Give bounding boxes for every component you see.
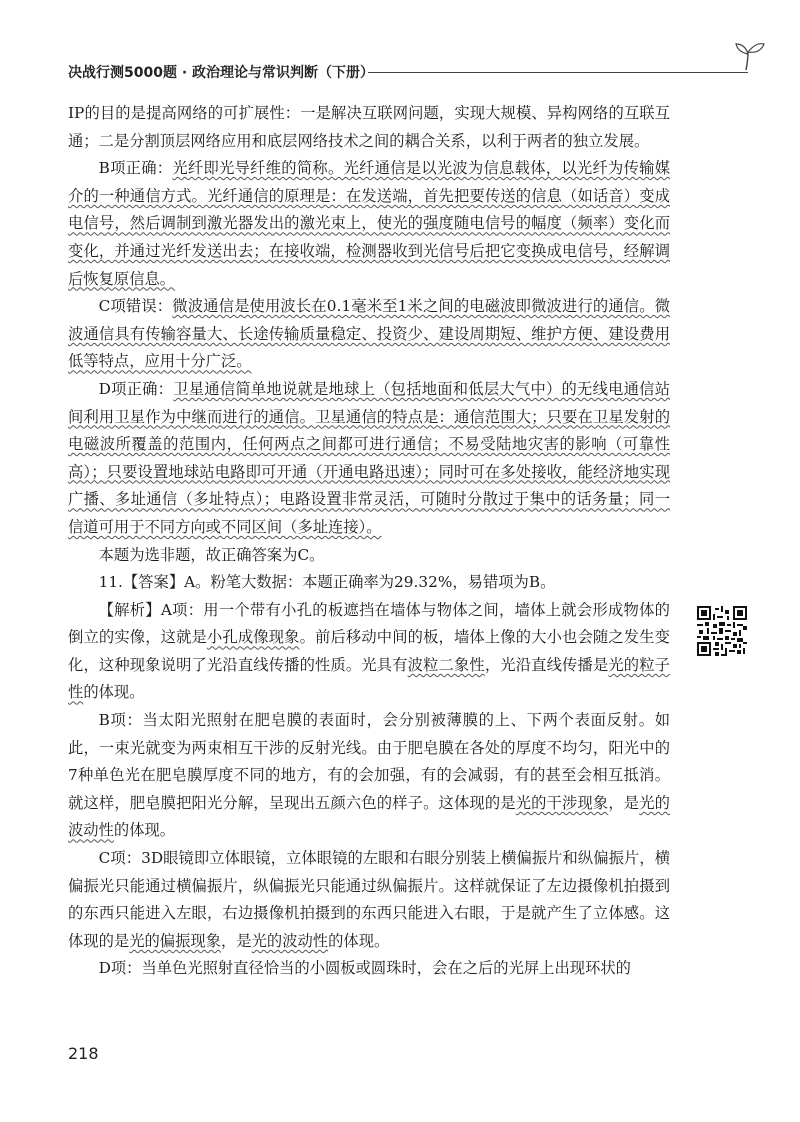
option-label: C项错误： [98,297,173,316]
text-run: ，光沿直线传播是 [484,655,609,674]
paragraph-option-d-satellite [68,376,670,542]
text-run: B项：当太阳光照射在肥皂膜的表面时，会分别被薄膜的上、下两个表面反射。如此，一束光就变为两束相互干涉的反射光线。由于肥皂膜在各处的厚度不均匀，阳光中的7种单色光在肥皂膜厚度不同的地方，有的会加强，有的会减弱，有的甚至会相互抵消。就这样，肥皂膜把阳光分解，呈现出五颜六色的样子。这体现的是 [68,711,670,812]
sprout-icon [728,40,768,74]
underlined-text: 光的偏振现象 [129,931,221,950]
question-number: 11. [98,573,123,592]
page-number: 218 [68,1044,99,1063]
underlined-text: 小孔成像现象 [206,628,300,647]
underlined-text: 微波通信是使用波长在0.1毫米至1米之间的电磁波即微波进行的通信。微波通信具有传输容量大、长途传输质量稳定、投资少、建设周期短、维护方便、建设费用低等特点，应用十分广泛。 [68,297,670,371]
paragraph-analysis-a [68,597,670,707]
text-run: C项：3D眼镜即立体眼镜，立体眼镜的左眼和右眼分别装上横偏振片和纵偏振片，横偏振光只能通过横偏振片，纵偏振光只能通过纵偏振片。这样就保证了左边摄像机拍摄到的东西只能进入左眼，右边摄像机拍摄到的东西只能进入右眼，于是就产生了立体感。这体现的是 [68,849,670,950]
text-run: A项：用一个带有小孔的板遮挡在墙体与物体之间，墙体上就会形成物体的倒立的实像，这就是 [68,600,670,647]
underlined-text: 卫星通信简单地说就是地球上（包括地面和低层大气中）的无线电通信站间利用卫星作为中继而进行的通信。卫星通信的特点是：通信范围大；只要在卫星发射的电磁波所覆盖的范围内，任何两点之间都可进行通信；不易受陆地灾害的影响（可靠性高）；只要设置地球站电路即可开通（开通电路迅速）；同时可在多处接收，能经济地实现广播、多址通信（多址特点）；电路设置非常灵活，可随时分散过于集中的话务量；同一信道可用于不同方向或不同区间（多址连接）。 [68,379,670,536]
text-run: 的体现。 [113,821,176,840]
text-run: 。前后移动中间的板，墙体上像的大小也会随之发生变化，这种现象说明了光沿直线传播的性质。光具有 [68,628,670,674]
paragraph-option-c-microwave [68,293,670,376]
option-label: B项正确： [98,159,173,178]
text-run: ，是 [221,931,252,950]
text-run: ，是 [608,793,640,812]
analysis-tag: 【解析】 [98,600,161,619]
paragraph-option-b-fiber [68,155,670,293]
text-run: 的体现。 [83,683,145,702]
paragraph-conclusion: 本题为选非题，故正确答案为C。 [98,545,325,564]
paragraph-analysis-c [68,845,670,955]
header-rule [368,72,748,73]
underlined-text: 光的干涉现象 [515,793,609,812]
page-header [68,62,758,86]
paragraph-q11-answer [68,569,670,597]
text-run: 的体现。 [328,931,390,950]
book-title: 决战行测5000题 · 政治理论与常识判断（下册） [68,65,375,81]
answer-tag: 【答案】 [122,573,185,592]
answer-text: A。粉笔大数据：本题正确率为29.32%，易错项为B。 [184,573,556,592]
paragraph-analysis-d: D项：当单色光照射直径恰当的小圆板或圆珠时，会在之后的光屏上出现环状的 [98,959,631,978]
underlined-text: 光的波动性 [68,793,670,840]
underlined-text: 光的波动性 [251,931,329,950]
underlined-text: 波粒二象性 [407,655,485,674]
qr-code-icon[interactable] [697,606,747,656]
underlined-text: 光纤即光导纤维的简称。光纤通信是以光波为信息载体，以光纤为传输媒介的一种通信方式。光纤通信的原理是：在发送端，首先把要传送的信息（如话音）变成电信号，然后调制到激光器发出的激光束上，使光的强度随电信号的幅度（频率）变化而变化，并通过光纤发送出去；在接收端，检测器收到光信号后把它变换成电信号，经解调后恢复原信息。 [68,159,670,288]
paragraph-ip: IP的目的是提高网络的可扩展性：一是解决互联网问题，实现大规模、异构网络的互联互通；二是分割顶层网络应用和底层网络技术之间的耦合关系，以利于两者的独立发展。 [68,104,670,150]
option-label: D项正确： [98,379,174,398]
paragraph-analysis-b [68,707,670,845]
answer-explanation-body [68,100,670,983]
underlined-text: 光的粒子性 [68,655,670,702]
